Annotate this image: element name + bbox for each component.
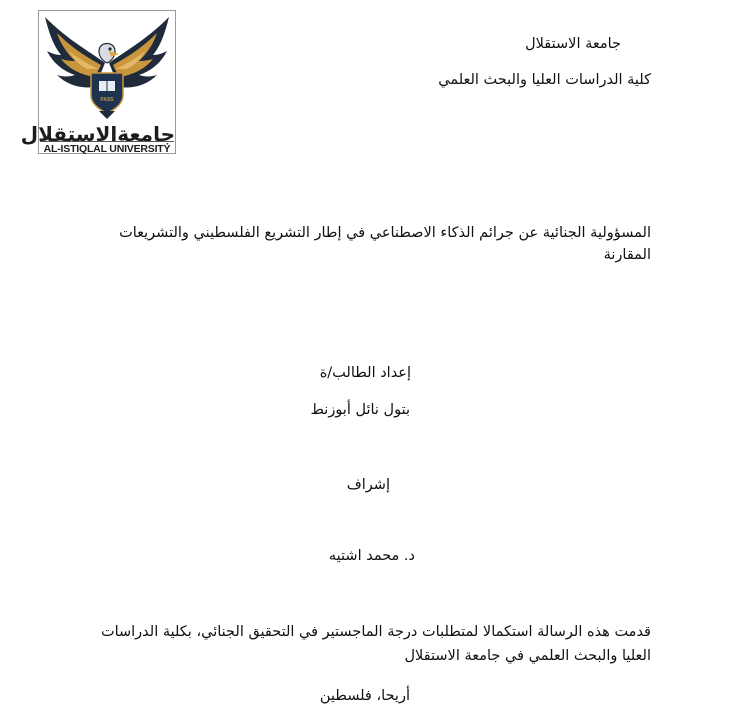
eagle-emblem-icon — [39, 11, 175, 123]
college-name: كلية الدراسات العليا والبحث العلمي — [438, 72, 651, 88]
logo-english-text: AL-ISTIQLAL UNIVERSITY — [40, 141, 174, 155]
supervisor-name: د. محمد اشتيه — [328, 548, 415, 564]
student-name: بتول نائل أبوزنط — [310, 402, 410, 418]
thesis-title-line2: المقارنة — [603, 247, 651, 263]
supervision-label: إشراف — [346, 477, 390, 493]
student-label: إعداد الطالب/ة — [319, 365, 411, 381]
place: أريحا، فلسطين — [319, 688, 410, 704]
submission-line1: قدمت هذه الرسالة استكمالا لمتطلبات درجة الماجستير في التحقيق الجنائي، بكلية الدراسات — [100, 624, 651, 640]
logo-arabic-text: جامعةالاستقلال — [20, 122, 175, 146]
university-logo — [20, 10, 176, 155]
logo-badge-text: PASS — [100, 97, 114, 103]
university-name: جامعة الاستقلال — [525, 36, 621, 52]
thesis-title — [91, 222, 651, 266]
submission-line2: العليا والبحث العلمي في جامعة الاستقلال — [404, 648, 651, 664]
thesis-title-line1: المسؤولية الجنائية عن جرائم الذكاء الاصطناعي في إطار التشريع الفلسطيني والتشريعات — [119, 225, 651, 241]
